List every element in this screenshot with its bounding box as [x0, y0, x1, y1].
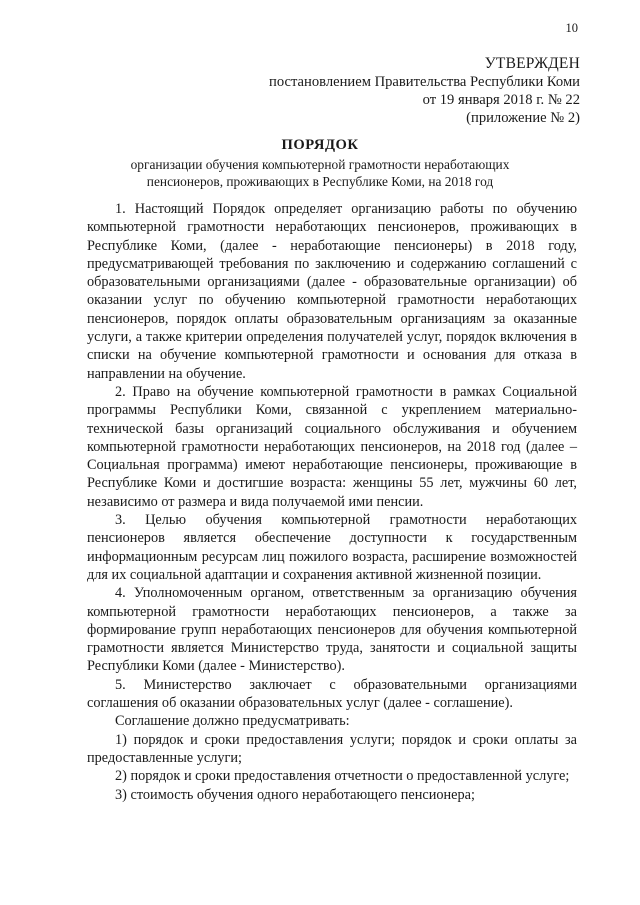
document-title: ПОРЯДОК [281, 137, 359, 153]
agreement-item-2: 2) порядок и сроки предоставления отчетности о предоставленной услуге; [115, 768, 570, 785]
agreement-item-3: 3) стоимость обучения одного неработающего пенсионера; [115, 786, 475, 803]
agreement-item-1: 1) порядок и сроки предоставления услуги; порядок и сроки оплаты за предоставленные услуги; [87, 731, 577, 766]
approval-decree: постановлением Правительства Республики Коми [269, 74, 580, 90]
paragraph-1: 1. Настоящий Порядок определяет организацию работы по обучению компьютерной грамотности неработающих пенсионеров, проживающих в Республике Коми, (далее - неработающие пенсионеры) в 2018 году, предусматривающей требования по заключению и содержанию соглашений с образовательными организациями (далее - образовательные организации) об оказании услуг по обучению компьютерной грамотности неработающих пенсионеров, порядок оплаты образовательным организациям за оказанные услуги, а также критерии определения получателей услуг, порядок включения в списки на обучение компьютерной грамотности и основания для отказа в направлении на обучение. [87, 201, 577, 382]
subtitle-line: организации обучения компьютерной грамотности неработающих [130, 157, 510, 172]
paragraph-3: 3. Целью обучения компьютерной грамотности неработающих пенсионеров является обеспечение доступности к государственным информационным ресурсам лиц пожилого возраста, расширение возможностей для их социальной адаптации и сохранения активной жизненной позиции. [87, 512, 577, 583]
document-body [87, 200, 577, 804]
document-subtitle [0, 156, 640, 190]
approval-date: от 19 января 2018 г. № 22 [422, 92, 580, 108]
page-number: 10 [565, 21, 578, 35]
approval-stamp [269, 55, 580, 127]
agreement-intro: Соглашение должно предусматривать: [115, 713, 350, 730]
approval-heading: УТВЕРЖДЕН [484, 55, 580, 72]
paragraph-4: 4. Уполномоченным органом, ответственным за организацию обучения компьютерной грамотности неработающих пенсионеров, а также за формирование групп неработающих пенсионеров для обучения компьютерной грамотности является Министерство труда, занятости и социальной защиты Республики Коми (далее - Министерство). [87, 585, 577, 675]
paragraph-5: 5. Министерство заключает с образовательными организациями соглашения об оказании образовательных услуг (далее - соглашение). [87, 676, 577, 712]
subtitle-line: пенсионеров, проживающих в Республике Коми, на 2018 год [146, 174, 494, 189]
approval-appendix: (приложение № 2) [466, 110, 580, 126]
paragraph-2: 2. Право на обучение компьютерной грамотности в рамках Социальной программы Республики Коми, связанной с укреплением материально-технической базы организаций социального обслуживания и обучением компьютерной грамотности неработающих пенсионеров, на 2018 год (далее – Социальная программа) имеют неработающие пенсионеры, проживающие в Республике Коми и достигшие возраста: женщины 55 лет, мужчины 60 лет, независимо от размера и вида получаемой ими пенсии. [87, 383, 577, 510]
title-block [0, 136, 640, 190]
